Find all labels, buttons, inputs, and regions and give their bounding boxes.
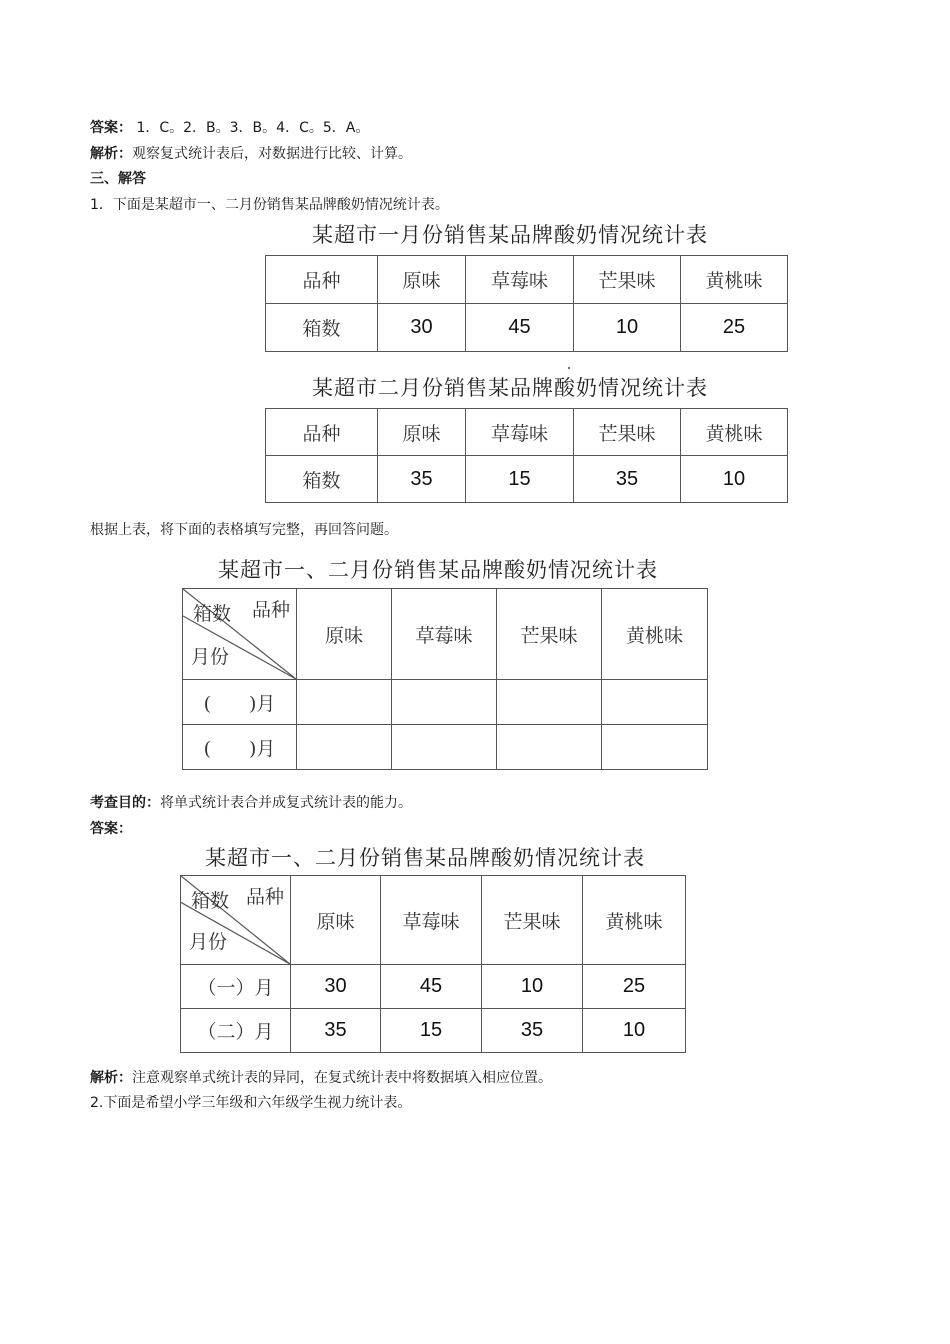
- table-feb-value: 10: [681, 456, 788, 503]
- table-jan: [265, 255, 788, 352]
- table-answer-corner-cell: [181, 876, 291, 965]
- table-answer-header-cell: 草莓味: [381, 876, 482, 965]
- table-jan-value: 45: [466, 304, 574, 352]
- table-blank-empty-cell: [497, 680, 602, 725]
- table-feb-value: 35: [378, 456, 466, 503]
- corner-label-category: 品种: [251, 599, 290, 621]
- table-blank-corner-cell: [183, 589, 297, 680]
- table-feb-row-label: 箱数: [266, 456, 378, 503]
- table-answer-header-cell: 原味: [291, 876, 381, 965]
- table-blank-title: 某超市一、二月份销售某品牌酸奶情况统计表: [218, 558, 658, 582]
- corner-label-month: 月份: [191, 646, 230, 668]
- question-1-text: 1．下面是某超市一、二月份销售某品牌酸奶情况统计表。: [90, 197, 449, 213]
- table-jan-header-cell: 品种: [266, 256, 378, 304]
- table-answer-value: 30: [291, 965, 381, 1009]
- analysis2-label: 解析：: [90, 1070, 132, 1086]
- table-blank-empty-cell: [392, 725, 497, 770]
- analysis-line: [90, 144, 412, 164]
- table-answer-value: 35: [291, 1009, 381, 1053]
- table-answer-row-label: （二）月: [181, 1009, 291, 1053]
- table-answer-value: 10: [482, 965, 583, 1009]
- table-answer-value: 10: [583, 1009, 686, 1053]
- answer-line: [90, 118, 369, 138]
- table-blank-empty-cell: [392, 680, 497, 725]
- answer-text: 1．C。2．B。3．B。4．C。5．A。: [132, 120, 370, 136]
- table-blank: [182, 588, 708, 770]
- table-blank-row-label: ( )月: [183, 680, 297, 725]
- table-answer-value: 45: [381, 965, 482, 1009]
- table-feb-header-cell: 黄桃味: [681, 409, 788, 456]
- table-answer-title: 某超市一、二月份销售某品牌酸奶情况统计表: [205, 846, 645, 870]
- table-blank-header-cell: 芒果味: [497, 589, 602, 680]
- table-blank-header-cell: 黄桃味: [602, 589, 708, 680]
- analysis2-text: 注意观察单式统计表的异同，在复式统计表中将数据填入相应位置。: [132, 1070, 552, 1086]
- table-feb-value: 15: [466, 456, 574, 503]
- table-feb-header-cell: 品种: [266, 409, 378, 456]
- analysis-label: 解析：: [90, 146, 132, 162]
- table-feb-value: 35: [574, 456, 681, 503]
- table-blank-row-label: ( )月: [183, 725, 297, 770]
- table-feb-header-cell: 芒果味: [574, 409, 681, 456]
- table-answer-header-cell: 黄桃味: [583, 876, 686, 965]
- table-answer-value: 15: [381, 1009, 482, 1053]
- purpose-line: [90, 793, 412, 813]
- table-jan-title: 某超市一月份销售某品牌酸奶情况统计表: [312, 223, 708, 247]
- answer-label: 答案：: [90, 120, 132, 136]
- table-jan-header-cell: 黄桃味: [681, 256, 788, 304]
- table-feb: [265, 408, 788, 503]
- table-blank-empty-cell: [602, 725, 708, 770]
- table-feb-header-cell: 原味: [378, 409, 466, 456]
- section-heading: 三、解答: [90, 171, 146, 187]
- table-answer-value: 25: [583, 965, 686, 1009]
- purpose-text: 将单式统计表合并成复式统计表的能力。: [160, 795, 412, 811]
- answer-label-2: 答案：: [90, 821, 132, 837]
- stray-dot: [568, 367, 570, 369]
- table-answer-value: 35: [482, 1009, 583, 1053]
- table-jan-header-cell: 芒果味: [574, 256, 681, 304]
- table-answer: [180, 875, 686, 1053]
- table-jan-header-cell: 草莓味: [466, 256, 574, 304]
- table-jan-value: 25: [681, 304, 788, 352]
- table-blank-header-cell: 原味: [297, 589, 392, 680]
- table-jan-row-label: 箱数: [266, 304, 378, 352]
- purpose-label: 考查目的：: [90, 795, 160, 811]
- corner-label-count: 箱数: [193, 603, 232, 625]
- table-blank-empty-cell: [602, 680, 708, 725]
- instruction-text: 根据上表，将下面的表格填写完整，再回答问题。: [90, 522, 398, 538]
- corner-label-count: 箱数: [191, 890, 230, 912]
- table-blank-empty-cell: [497, 725, 602, 770]
- table-jan-header-cell: 原味: [378, 256, 466, 304]
- table-blank-empty-cell: [297, 680, 392, 725]
- analysis-text: 观察复式统计表后，对数据进行比较、计算。: [132, 146, 412, 162]
- table-answer-row-label: （一）月: [181, 965, 291, 1009]
- table-feb-title: 某超市二月份销售某品牌酸奶情况统计表: [312, 376, 708, 400]
- question-2-text: 2.下面是希望小学三年级和六年级学生视力统计表。: [90, 1095, 412, 1111]
- corner-label-month: 月份: [189, 931, 228, 953]
- table-jan-value: 10: [574, 304, 681, 352]
- corner-label-category: 品种: [245, 886, 284, 908]
- table-feb-header-cell: 草莓味: [466, 409, 574, 456]
- table-jan-value: 30: [378, 304, 466, 352]
- table-blank-header-cell: 草莓味: [392, 589, 497, 680]
- analysis2-line: [90, 1068, 552, 1088]
- table-blank-empty-cell: [297, 725, 392, 770]
- table-answer-header-cell: 芒果味: [482, 876, 583, 965]
